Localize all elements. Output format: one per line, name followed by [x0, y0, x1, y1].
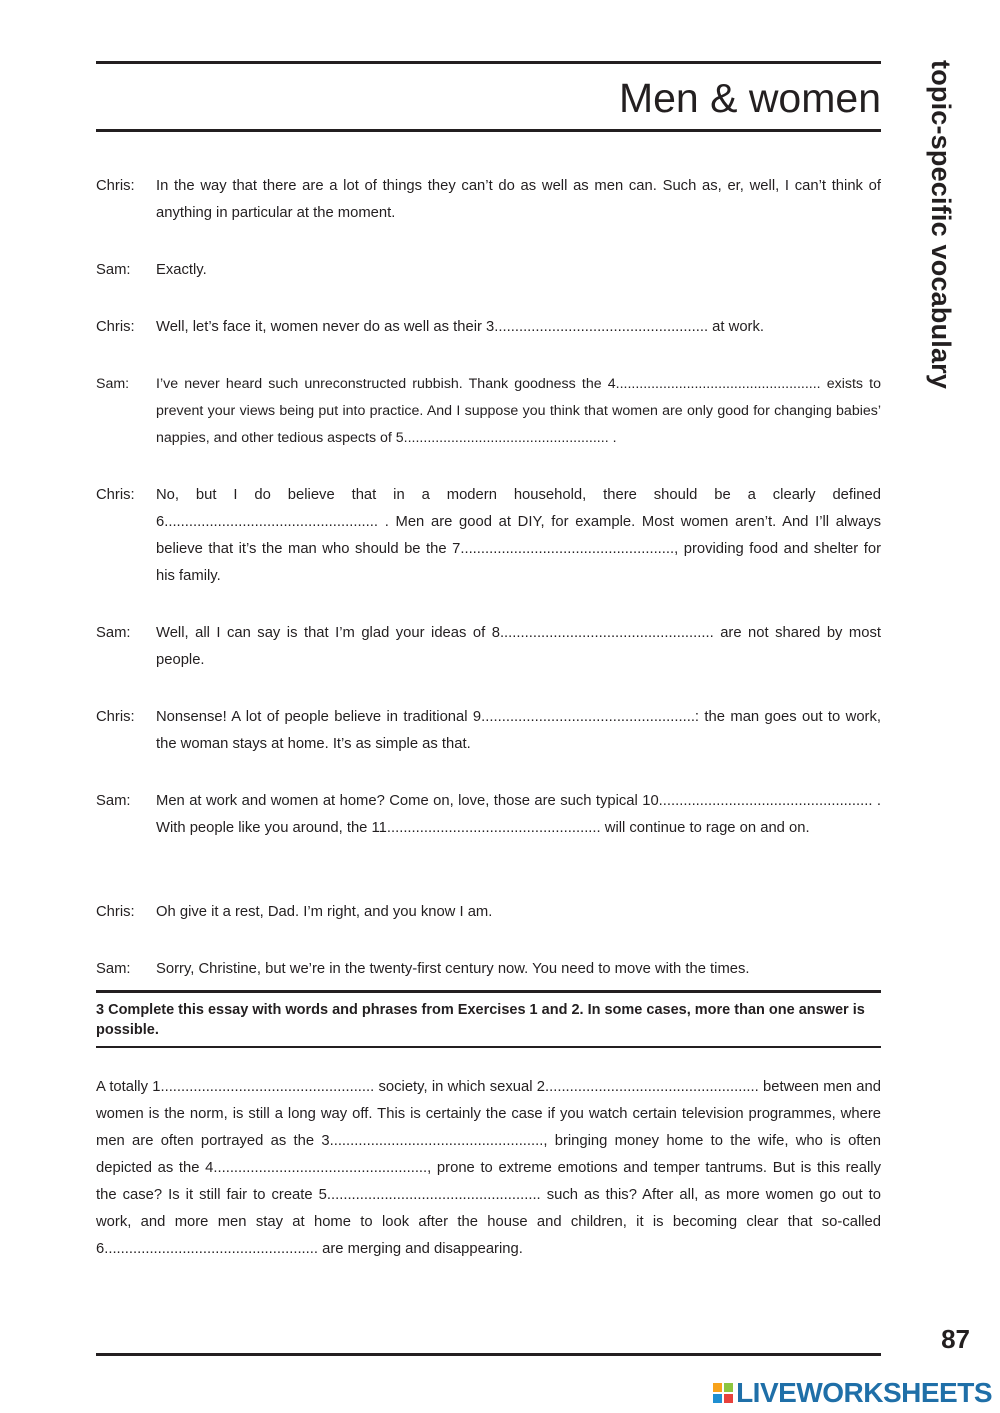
header-bottom-rule — [96, 129, 881, 132]
logo-square — [724, 1394, 733, 1403]
logo-mark-icon — [713, 1383, 733, 1403]
speaker-label: Sam: — [96, 625, 131, 641]
exercise-top-rule — [96, 990, 881, 993]
dialogue-text: Men at work and women at home? Come on, love, those are such typical 10.................................................... . With people like you around, the 11.................................................... will continue to rage on and on. — [156, 793, 881, 836]
side-section-title: topic-specific vocabulary — [926, 60, 956, 390]
dialogue-text: Well, all I can say is that I’m glad your ideas of 8.................................................... are not shared by most people. — [156, 625, 881, 668]
dialogue-line-2 — [96, 257, 881, 284]
dialogue-text: No, but I do believe that in a modern household, there should be a clearly defined 6.................................................... . Men are good at DIY, for example. Most women aren’t. And I’ll always believe that it’s the man who should be the 7...................................................., providing food and shelter for his family. — [156, 487, 881, 584]
dialogue-text: Sorry, Christine, but we’re in the twenty-first century now. You need to move with the times. — [156, 961, 750, 977]
speaker-label: Sam: — [96, 262, 131, 278]
footer-rule — [96, 1353, 881, 1356]
speaker-label: Chris: — [96, 904, 135, 920]
dialogue-line-5 — [96, 482, 881, 590]
dialogue-line-8 — [96, 788, 881, 842]
dialogue-text: In the way that there are a lot of things they can’t do as well as men can. Such as, er, well, I can’t think of anything in particular at the moment. — [156, 178, 881, 221]
page-title: Men & women — [618, 75, 881, 121]
speaker-label: Sam: — [96, 376, 130, 392]
dialogue-line-9 — [96, 899, 881, 926]
speaker-label: Chris: — [96, 178, 135, 194]
speaker-label: Sam: — [96, 793, 131, 809]
dialogue-text: I’ve never heard such unreconstructed rubbish. Thank goodness the 4.................................................... exists to prevent your views being put into practice. And I suppose you think that women are only good for changing babies’ nappies, and other tedious aspects of 5.................................................... . — [156, 376, 881, 446]
exercise-bottom-rule — [96, 1046, 881, 1048]
speaker-label: Chris: — [96, 709, 135, 725]
dialogue-text: Oh give it a rest, Dad. I’m right, and you know I am. — [156, 904, 493, 920]
dialogue-line-10 — [96, 956, 881, 983]
dialogue-line-7 — [96, 704, 881, 758]
logo-text: LIVEWORKSHEETS — [736, 1377, 992, 1408]
liveworksheets-logo[interactable] — [713, 1378, 992, 1408]
dialogue-line-3 — [96, 314, 881, 341]
logo-square — [713, 1394, 722, 1403]
exercise-instruction: 3 Complete this essay with words and phrases from Exercises 1 and 2. In some cases, more than one answer is possible. — [96, 1002, 865, 1038]
dialogue-text: Exactly. — [156, 262, 207, 278]
speaker-label: Chris: — [96, 319, 135, 335]
dialogue-text: Nonsense! A lot of people believe in traditional 9....................................................: the man goes out to work, the woman stays at home. It’s as simple as that. — [156, 709, 881, 752]
essay-text: A totally 1.................................................... society, in which sexual 2.................................................... between men and women is the norm, is still a long way off. This is certainly the case if you watch certain television programmes, where men are often portrayed as the 3...................................................., bringing money home to the wife, who is often depicted as the 4...................................................., prone to extreme emotions and temper tantrums. But is this really the case? Is it still fair to create 5.................................................... such as this? After all, as more women go out to work, and more men stay at home to look after the house and children, it is becoming clear that so-called 6.................................................... are merging and disappearing. — [96, 1079, 881, 1257]
speaker-label: Sam: — [96, 961, 131, 977]
dialogue-line-4 — [96, 371, 881, 452]
logo-square — [724, 1383, 733, 1392]
logo-square — [713, 1383, 722, 1392]
speaker-label: Chris: — [96, 487, 135, 503]
dialogue-text: Well, let’s face it, women never do as well as their 3.................................................... at work. — [156, 319, 764, 335]
dialogue-line-6 — [96, 620, 881, 674]
page-number: 87 — [941, 1324, 970, 1354]
header-top-rule — [96, 61, 881, 64]
dialogue-line-1 — [96, 173, 881, 227]
